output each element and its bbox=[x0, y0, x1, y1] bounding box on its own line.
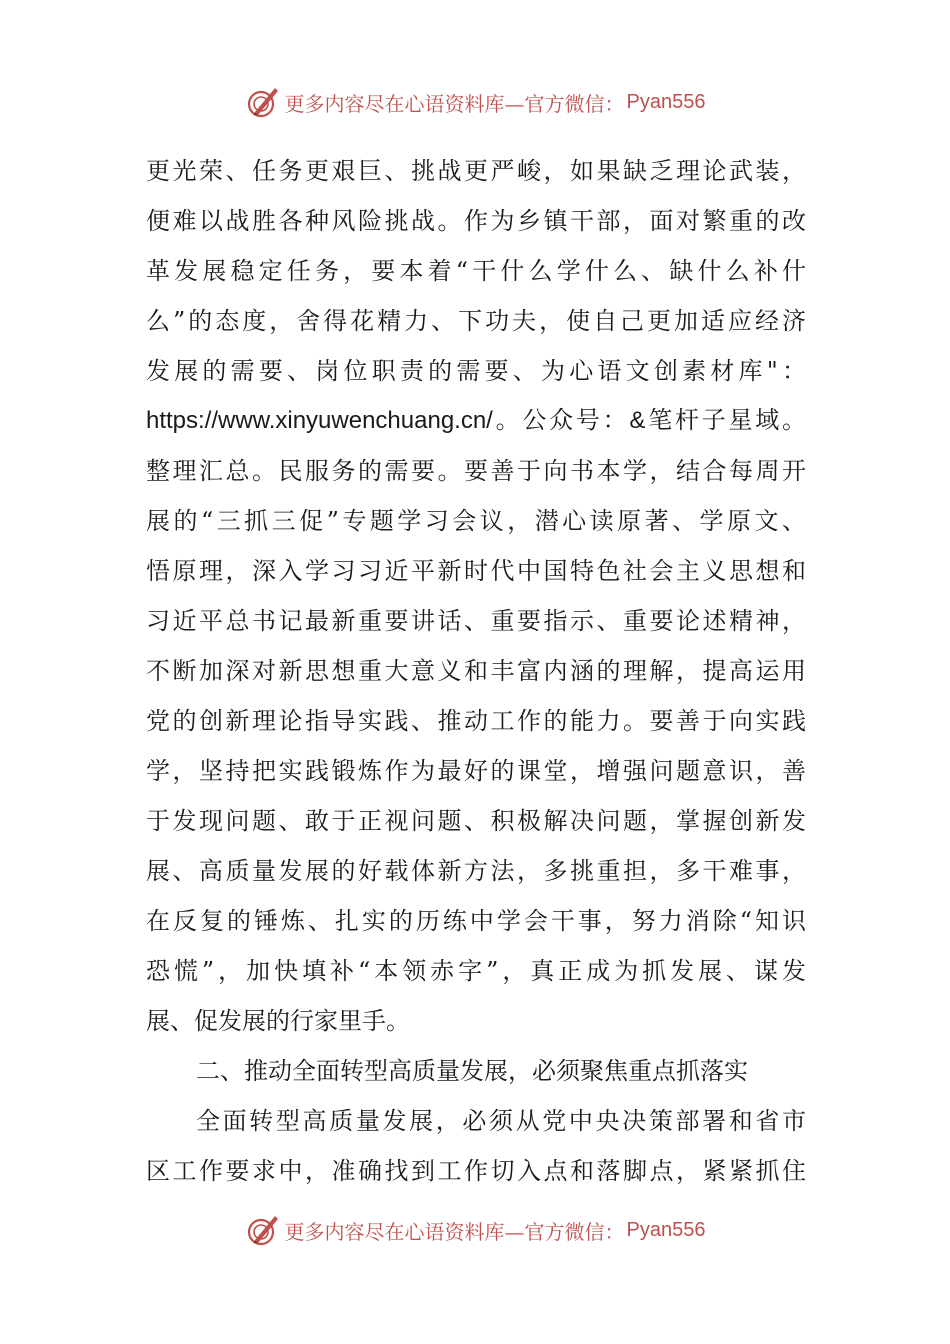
banner-wechat-id: Pyan556 bbox=[626, 90, 706, 113]
text-line: 展、高质量发展的好载体新方法，多挑重担，多干难事， bbox=[146, 857, 806, 885]
text-line: 展的“三抓三促”专题学习会议，潜心读原著、学原文、 bbox=[146, 507, 806, 535]
text-line: 全面转型高质量发展，必须从党中央决策部署和省市 bbox=[196, 1107, 806, 1135]
banner-text: 更多内容尽在心语资料库—官方微信： bbox=[284, 1219, 625, 1244]
text-line: 展、促发展的行家里手。 bbox=[146, 1007, 410, 1035]
text-line: 发展的需要、岗位职责的需要、为心语文创素材库"： bbox=[146, 357, 806, 385]
text-line-url: https://www.xinyuwenchuang.cn/。公众号：&笔杆子星域。 bbox=[146, 407, 806, 434]
text-line: 整理汇总。民服务的需要。要善于向书本学，结合每周开 bbox=[146, 457, 806, 485]
text-line: 悟原理，深入学习习近平新时代中国特色社会主义思想和 bbox=[146, 557, 806, 585]
text-line: 恐慌”，加快填补“本领赤字”，真正成为抓发展、谋发 bbox=[146, 957, 806, 985]
section-heading: 二、推动全面转型高质量发展，必须聚焦重点抓落实 bbox=[196, 1057, 748, 1085]
footer-banner bbox=[0, 1210, 950, 1250]
text-line: 革发展稳定任务，要本着“干什么学什么、缺什么补什 bbox=[146, 257, 806, 285]
text-line: 党的创新理论指导实践、推动工作的能力。要善于向实践 bbox=[146, 707, 806, 735]
text-line: 便难以战胜各种风险挑战。作为乡镇干部，面对繁重的改 bbox=[146, 207, 806, 235]
text-line: 么”的态度，舍得花精力、下功夫，使自己更加适应经济 bbox=[146, 307, 806, 335]
pen-logo-icon bbox=[245, 1212, 281, 1248]
text-line: 在反复的锤炼、扎实的历练中学会干事，努力消除“知识 bbox=[146, 907, 806, 935]
banner-text: 更多内容尽在心语资料库—官方微信： bbox=[284, 91, 625, 116]
text-line: 不断加深对新思想重大意义和丰富内涵的理解，提高运用 bbox=[146, 657, 806, 685]
banner-wechat-id: Pyan556 bbox=[626, 1218, 706, 1241]
text-line: 学，坚持把实践锻炼作为最好的课堂，增强问题意识，善 bbox=[146, 757, 806, 785]
text-line: 习近平总书记最新重要讲话、重要指示、重要论述精神， bbox=[146, 607, 806, 635]
text-line: 区工作要求中，准确找到工作切入点和落脚点，紧紧抓住 bbox=[146, 1157, 806, 1185]
text-line: 于发现问题、敢于正视问题、积极解决问题，掌握创新发 bbox=[146, 807, 806, 835]
text-line: 更光荣、任务更艰巨、挑战更严峻，如果缺乏理论武装， bbox=[146, 157, 806, 185]
pen-logo-icon bbox=[245, 84, 281, 120]
header-banner bbox=[0, 82, 950, 122]
body-text bbox=[146, 146, 806, 1196]
